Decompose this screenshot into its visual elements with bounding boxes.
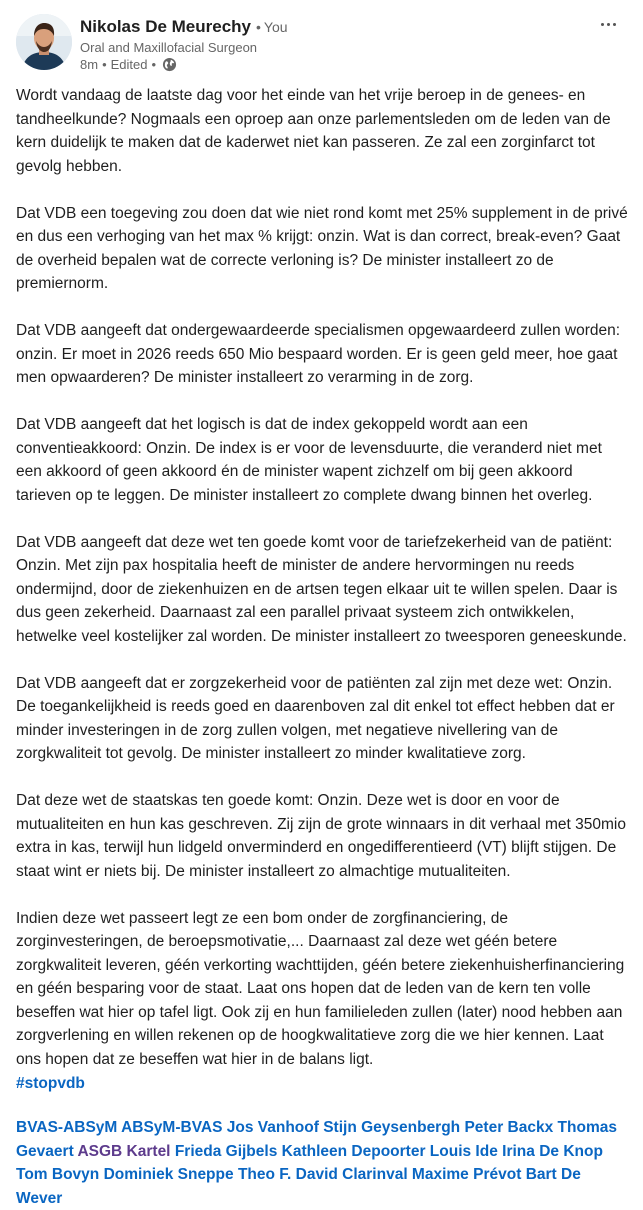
mention-link[interactable]: Tom Bovyn [16,1166,100,1183]
mention-link[interactable]: ABSyM-BVAS [121,1119,223,1136]
avatar-photo-icon [16,14,72,70]
post-paragraph: Indien deze wet passeert legt ze een bom onder de zorgfinanciering, de zorginvesteringen, de beroepsmotivatie,... Daarnaast zal deze wet géén betere zorgkwaliteit leveren, géén verkorting wachttijden, géén betere ziekenhuisherfinanciering en géén besparing voor de staat. Laat ons hopen dat de leden van de kern ten volle beseffen wat hier op tafel ligt. Ook zij en hun familieleden zullen (later) nood hebben aan zorgverlening en willen rekenen op de hoogkwalitatieve zorg die we hier kennen. Laat ons hopen dat ze beseffen wat hier in de balans ligt. [16,909,625,1068]
post-time: 8m [80,57,99,72]
ellipsis-icon [601,23,616,26]
author-headline: Oral and Maxillofacial Surgeon [80,40,258,55]
mention-link[interactable]: Thomas Gevaert [16,1119,617,1160]
mention-link[interactable]: Frieda Gijbels [174,1142,278,1160]
mention-link[interactable]: Bart De Wever [16,1166,581,1207]
mentions-list [16,1116,628,1210]
more-options-button[interactable] [593,12,623,36]
post-meta [80,56,177,73]
author-name[interactable]: Nikolas De Meurechy [80,17,252,36]
edited-label[interactable]: Edited [110,57,148,72]
meta-separator-dot: • [102,57,107,72]
mention-link[interactable]: Stijn Geysenbergh [323,1119,461,1136]
author-name-line [80,16,288,38]
mention-link[interactable]: Prévot [473,1166,522,1183]
post-paragraph: Dat VDB aangeeft dat het logisch is dat de index gekoppeld wordt aan een conventieakkoord: Onzin. De index is er voor de levensduurte, die veranderd niet met een akkoord of geen akkoord én de minister wapent zichzelf om bij geen akkoord tarieven op te leggen. De minister installeert zo complete dwang binnen het overleg. [16,416,602,504]
separator-dot: • [256,19,261,35]
mention-link[interactable]: Jos Vanhoof [226,1119,319,1136]
post-paragraph: Dat VDB aangeeft dat ondergewaardeerde specialismen opgewaardeerd zullen worden: onzin. Er moet in 2026 reeds 650 Mio bespaard worden. Er is geen geld meer, hoe gaat men opwaarderen? De minister installeert zo verarming in de zorg. [16,322,621,386]
post-paragraph: Dat VDB aangeeft dat deze wet ten goede komt voor de tariefzekerheid van de patiënt: Onzin. Met zijn pax hospitalia heeft de minister de andere hervormingen nu reeds ondermijnd, door de ziekenhuizen en de artsen tegen elkaar uit te willen spelen. Daar is dus geen zekerheid. Daarnaast zal een parallel privaat systeem zich ontwikkelen, hetwelke veel kostelijker zal worden. De minister installeert zo tweesporen geneeskunde. [16,533,627,645]
post-paragraph: Dat VDB een toegeving zou doen dat wie niet rond komt met 25% supplement in de privé en dus een verhoging van het max % krijgt: onzin. Wat is dan correct, break-even? Gaat de overheid bepalen wat de correcte verloning is? De minister installeert zo de premiernorm. [16,204,628,292]
mention-link[interactable]: Louis Ide [429,1142,498,1160]
mention-link[interactable]: Clarinval Maxime [342,1166,469,1183]
mention-link[interactable]: BVAS-ABSyM [16,1119,118,1136]
post-body [16,84,628,1095]
mention-link[interactable]: Kathleen Depoorter [281,1142,426,1160]
mention-link[interactable]: Peter Backx [464,1119,554,1136]
post-header [0,0,643,80]
mention-link[interactable]: Dominiek Sneppe [103,1166,234,1183]
post-paragraph: Wordt vandaag de laatste dag voor het einde van het vrije beroep in de genees- en tandheelkunde? Nogmaals een oproep aan onze parlementsleden om de leden van de kern duidelijk te maken dat de kaderwet niet kan passeren. Ze zal een zorginfarct tot gevolg hebben. [16,87,611,175]
author-avatar[interactable] [16,14,72,70]
hashtag-link[interactable]: #stopvdb [16,1075,85,1092]
post-paragraph: Dat deze wet de staatskas ten goede komt: Onzin. Deze wet is door en voor de mutualiteiten en hun kas geschreven. Zij zijn de grote winnaars in dit verhaal met 350mio extra in kas, terwijl hun lidgeld onverminderd en ongedifferentieerd (VT) blijft stijgen. De staat wint er niets bij. De minister installeert zo almachtige mutualiteiten. [16,792,626,880]
mention-link[interactable]: ASGB Kartel [77,1142,171,1160]
mention-link[interactable]: Theo F. David [237,1166,338,1183]
meta-separator-dot: • [151,57,157,72]
post-paragraph: Dat VDB aangeeft dat er zorgzekerheid voor de patiënten zal zijn met deze wet: Onzin. De toegankelijkheid is reeds goed en daarenboven zal dit enkel tot effect hebben dat er minder investeringen in de zorg zullen volgen, met negatieve nivellering van de zorgkwaliteit tot gevolg. De minister installeert zo minder kwalitatieve zorg. [16,674,615,762]
mention-link[interactable]: Irina De Knop [502,1142,603,1160]
you-label: You [263,19,288,35]
globe-icon [162,57,177,72]
hashtag-line [16,1072,85,1095]
